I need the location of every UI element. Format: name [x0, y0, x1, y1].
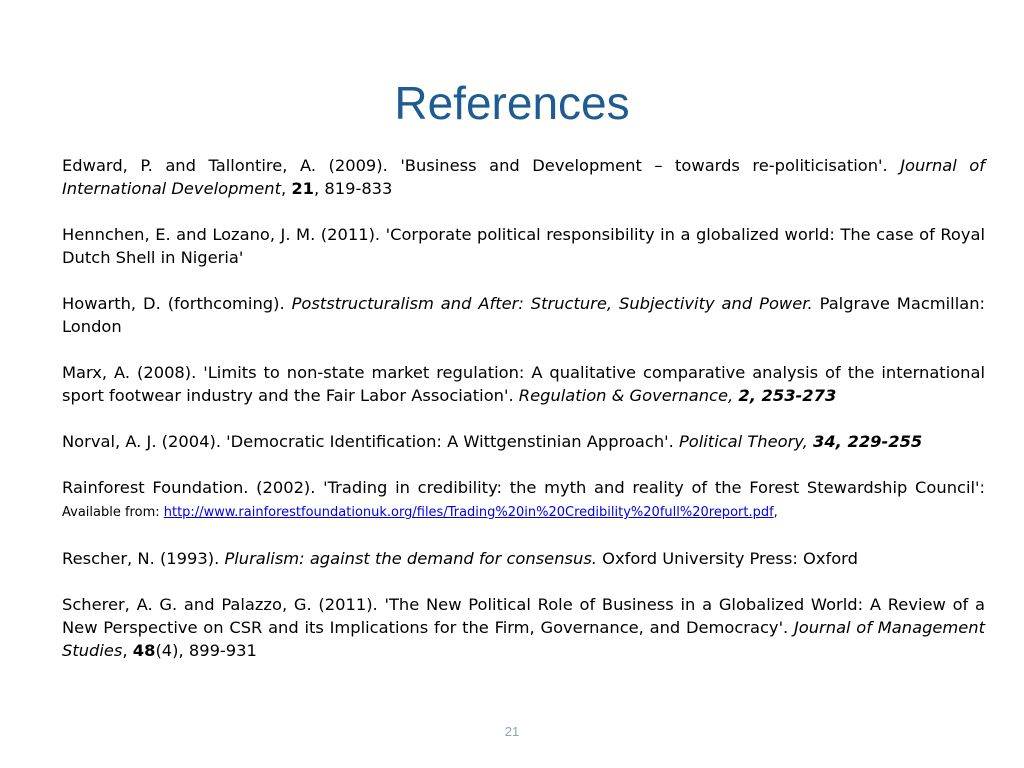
reference-text: Norval, A. J. (2004). 'Democratic Identification: A Wittgenstinian Approach'. — [62, 432, 679, 451]
reference-publisher: Oxford University Press: Oxford — [596, 549, 858, 568]
reference-item — [62, 593, 985, 662]
reference-item — [62, 547, 985, 570]
reference-issue-pages: (4), 899-931 — [155, 641, 257, 660]
reference-item — [62, 476, 985, 524]
reference-trail: , — [773, 505, 778, 520]
reference-item — [62, 223, 985, 269]
reference-separator: , — [122, 641, 133, 660]
reference-text: Scherer, A. G. and Palazzo, G. (2011). 'The New Political Role of Business in a Globalized World: A Review of a New Perspective on CSR and its Implications for the Firm, Governance, and Democracy'. — [62, 595, 985, 637]
reference-text: Rescher, N. (1993). — [62, 549, 225, 568]
reference-link[interactable]: http://www.rainforestfoundationuk.org/files/Trading%20in%20Credibility%20full%20report.pdf — [163, 505, 774, 520]
reference-book-title: Pluralism: against the demand for consensus. — [224, 549, 597, 568]
reference-volume-pages: 2, 253-273 — [738, 386, 837, 405]
reference-item — [62, 292, 985, 338]
reference-text: Marx, A. (2008). 'Limits to non-state market regulation: A qualitative comparative analysis of the international sport footwear industry and the Fair Labor Association'. — [62, 363, 985, 405]
reference-pages: , 819-833 — [314, 179, 393, 198]
reference-volume: 48 — [132, 641, 156, 660]
reference-item — [62, 154, 985, 200]
reference-available-label: Available from: — [62, 505, 164, 520]
reference-text: Rainforest Foundation. (2002). 'Trading in credibility: the myth and reality of the Forest Stewardship Council': — [62, 478, 985, 497]
reference-journal: Journal of International Development — [62, 156, 985, 198]
page-number: 21 — [504, 724, 520, 739]
reference-item — [62, 361, 985, 407]
reference-journal: Political Theory, — [678, 432, 814, 451]
reference-book-title: Poststructuralism and After: Structure, Subjectivity and Power. — [291, 294, 813, 313]
reference-item — [62, 430, 985, 453]
reference-text: Edward, P. and Tallontire, A. (2009). 'Business and Development – towards re-politicisation'. — [62, 156, 901, 175]
reference-text: Hennchen, E. and Lozano, J. M. (2011). 'Corporate political responsibility in a globalized world: The case of Royal Dutch Shell in Nigeria' — [62, 225, 985, 267]
reference-volume-pages: 34, 229-255 — [813, 432, 923, 451]
references-list — [62, 154, 985, 685]
reference-publisher: Palgrave Macmillan: London — [62, 294, 985, 336]
reference-text: Howarth, D. (forthcoming). — [62, 294, 292, 313]
slide-title: References — [394, 77, 630, 129]
reference-journal: Journal of Management Studies — [62, 618, 985, 660]
reference-volume: 21 — [291, 179, 315, 198]
reference-journal: Regulation & Governance, — [518, 386, 739, 405]
reference-separator: , — [280, 179, 292, 198]
